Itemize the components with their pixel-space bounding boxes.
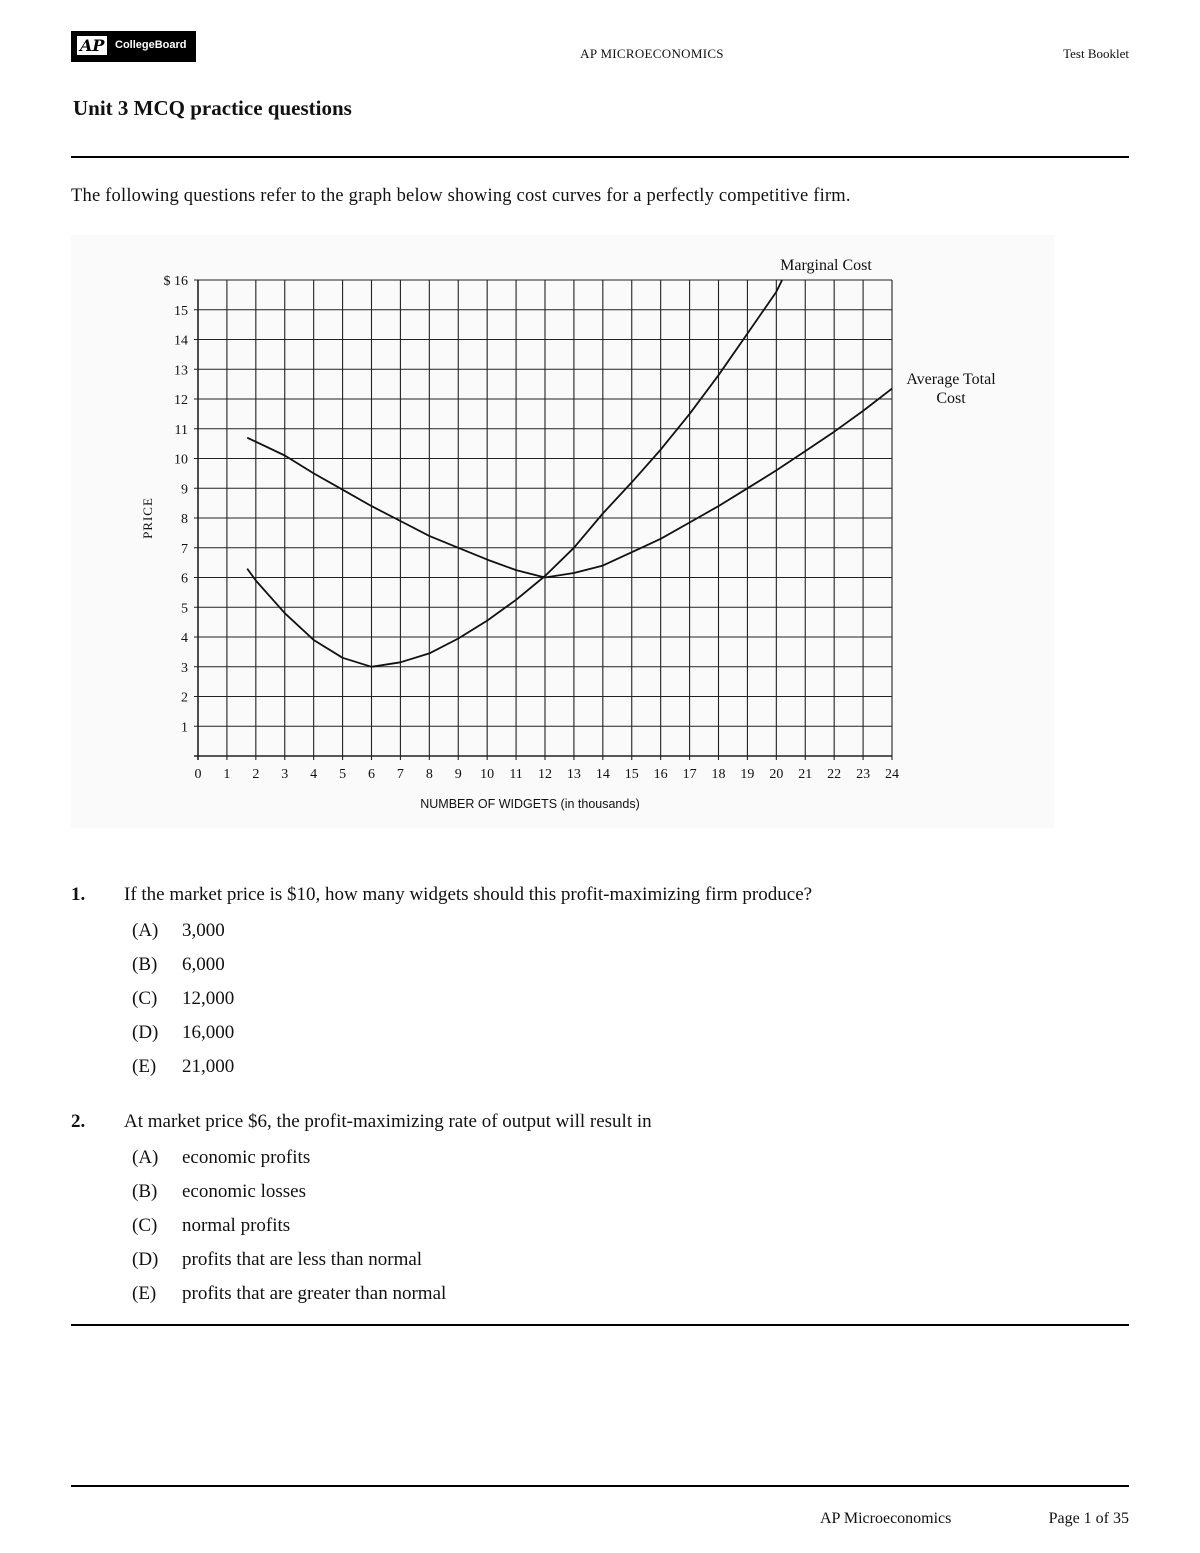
x-tick-label: 5 bbox=[339, 767, 347, 782]
option-letter: (B) bbox=[132, 954, 158, 975]
option-text: profits that are less than normal bbox=[182, 1249, 423, 1270]
option-text: economic losses bbox=[182, 1181, 307, 1202]
question-2-number: 2. bbox=[71, 1111, 86, 1132]
y-tick-label: 8 bbox=[181, 512, 188, 527]
option-letter: (A) bbox=[132, 1147, 159, 1168]
question-1-option-b[interactable] bbox=[132, 954, 225, 976]
question-1-option-d[interactable] bbox=[132, 1022, 234, 1044]
x-tick-label: 19 bbox=[740, 767, 755, 782]
footer-page-number: Page 1 of 35 bbox=[1048, 1510, 1129, 1527]
question-1-text: If the market price is $10, how many widgets should this profit-maximizing firm produce? bbox=[124, 884, 813, 905]
x-tick-label: 4 bbox=[310, 767, 318, 782]
title-divider bbox=[71, 156, 1129, 158]
x-tick-label: 9 bbox=[454, 767, 462, 782]
x-tick-label: 15 bbox=[624, 767, 639, 782]
question-1-number: 1. bbox=[71, 884, 86, 905]
x-tick-label: 11 bbox=[509, 767, 523, 782]
y-tick-label: 7 bbox=[181, 541, 188, 557]
x-tick-label: 24 bbox=[885, 767, 899, 782]
question-2-option-e[interactable] bbox=[132, 1283, 446, 1305]
x-tick-label: 10 bbox=[480, 767, 495, 782]
x-tick-label: 18 bbox=[711, 767, 726, 782]
question-1-option-e[interactable] bbox=[132, 1056, 234, 1078]
y-tick-label: 10 bbox=[174, 452, 188, 468]
option-letter: (C) bbox=[132, 1215, 158, 1236]
y-tick-label: 12 bbox=[174, 393, 188, 408]
footer-divider bbox=[71, 1485, 1129, 1487]
y-tick-label: 13 bbox=[174, 363, 188, 379]
option-letter: (A) bbox=[132, 920, 159, 941]
question-1-option-c[interactable] bbox=[132, 988, 234, 1010]
option-letter: (B) bbox=[132, 1181, 158, 1202]
y-tick-label: 5 bbox=[181, 601, 188, 617]
x-tick-label: 14 bbox=[595, 767, 610, 782]
option-text: 12,000 bbox=[182, 988, 235, 1009]
option-letter: (D) bbox=[132, 1249, 159, 1270]
question-2-option-a[interactable] bbox=[132, 1147, 310, 1169]
option-letter: (E) bbox=[132, 1283, 157, 1304]
option-text: normal profits bbox=[182, 1215, 291, 1236]
option-text: 16,000 bbox=[182, 1022, 235, 1043]
college-board-logo bbox=[71, 31, 196, 62]
header-booklet-label: Test Booklet bbox=[1063, 46, 1129, 61]
x-tick-label: 23 bbox=[856, 767, 871, 782]
option-letter: (C) bbox=[132, 988, 158, 1009]
logo-ap-mark: AP bbox=[77, 36, 107, 55]
x-tick-label: 17 bbox=[682, 767, 697, 782]
chart-svg bbox=[71, 235, 1054, 828]
y-tick-label: 3 bbox=[181, 660, 188, 676]
question-2-option-d[interactable] bbox=[132, 1249, 422, 1271]
x-tick-label: 0 bbox=[194, 767, 202, 782]
y-tick-label: 2 bbox=[181, 690, 188, 706]
marginal-cost-curve bbox=[247, 280, 782, 667]
y-tick-label: 11 bbox=[174, 422, 188, 438]
x-tick-label: 7 bbox=[396, 767, 404, 782]
y-tick-label: $ 16 bbox=[163, 274, 188, 289]
option-letter: (E) bbox=[132, 1056, 157, 1077]
question-2-option-c[interactable] bbox=[132, 1215, 290, 1237]
footer-subject: AP Microeconomics bbox=[820, 1510, 952, 1527]
y-tick-label: 14 bbox=[174, 333, 188, 349]
y-axis-title: PRICE bbox=[140, 497, 155, 539]
option-text: 21,000 bbox=[182, 1056, 235, 1077]
x-tick-label: 22 bbox=[827, 767, 842, 782]
marginal-cost-label: Marginal Cost bbox=[780, 257, 872, 274]
option-text: economic profits bbox=[182, 1147, 311, 1168]
x-tick-label: 1 bbox=[223, 767, 231, 782]
x-tick-label: 20 bbox=[769, 767, 784, 782]
questions-end-divider bbox=[71, 1324, 1129, 1326]
y-tick-label: 4 bbox=[181, 631, 188, 646]
x-tick-label: 6 bbox=[368, 767, 375, 782]
x-tick-label: 3 bbox=[281, 767, 289, 782]
y-tick-label: 6 bbox=[181, 571, 188, 587]
logo-wordmark: CollegeBoard bbox=[115, 39, 187, 51]
y-tick-label: 9 bbox=[181, 482, 188, 498]
x-axis-title: NUMBER OF WIDGETS (in thousands) bbox=[420, 797, 640, 811]
header-subject: AP MICROECONOMICS bbox=[580, 46, 724, 61]
intro-text: The following questions refer to the graph below showing cost curves for a perfectly competitive firm. bbox=[71, 186, 851, 206]
y-tick-label: 15 bbox=[174, 303, 188, 319]
average-total-cost-label: Average Total bbox=[906, 371, 996, 388]
x-tick-label: 2 bbox=[252, 767, 260, 782]
option-text: 6,000 bbox=[182, 954, 225, 975]
x-tick-label: 8 bbox=[425, 767, 433, 782]
question-2-option-b[interactable] bbox=[132, 1181, 306, 1203]
question-2-text: At market price $6, the profit-maximizing rate of output will result in bbox=[124, 1111, 652, 1132]
question-1-option-a[interactable] bbox=[132, 920, 225, 942]
x-tick-label: 16 bbox=[653, 767, 668, 782]
option-letter: (D) bbox=[132, 1022, 159, 1043]
average-total-cost-curve bbox=[247, 389, 892, 578]
y-tick-label: 1 bbox=[181, 720, 188, 736]
x-tick-label: 21 bbox=[798, 767, 813, 782]
cost-curve-chart bbox=[71, 235, 1054, 828]
x-tick-label: 12 bbox=[538, 767, 552, 782]
option-text: profits that are greater than normal bbox=[182, 1283, 447, 1304]
page-title: Unit 3 MCQ practice questions bbox=[73, 96, 352, 120]
average-total-cost-label-line2: Cost bbox=[936, 390, 966, 407]
x-tick-label: 13 bbox=[566, 767, 581, 782]
option-text: 3,000 bbox=[182, 920, 225, 941]
